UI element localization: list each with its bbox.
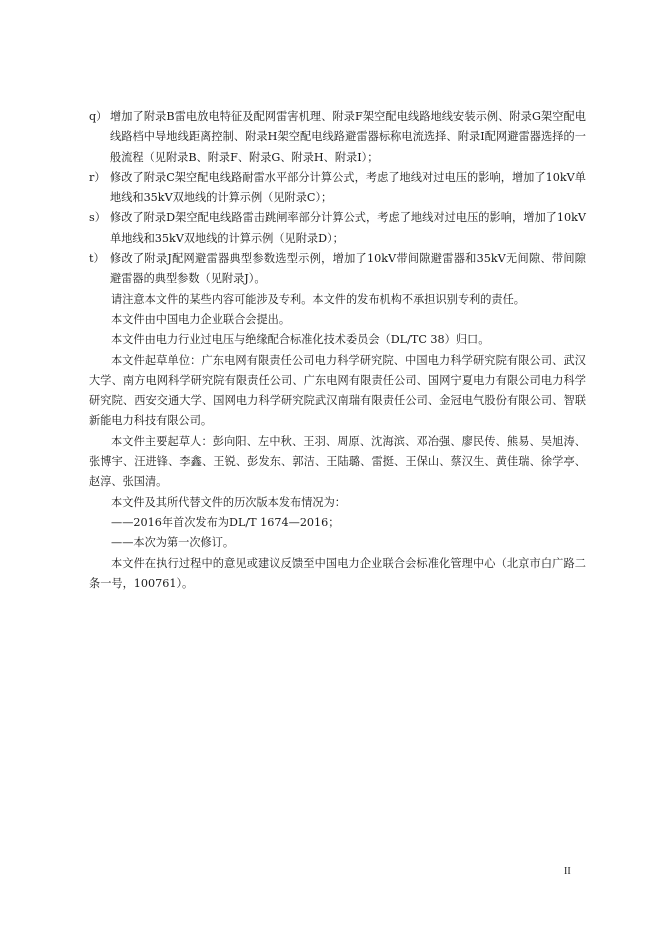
- managed-by: 本文件由电力行业过电压与绝缘配合标准化技术委员会（DL/TC 38）归口。: [111, 333, 490, 347]
- list-text: 修改了附录C架空配电线路耐雷水平部分计算公式，考虑了地线对过电压的影响，增加了10kV单地线和35kV双地线的计算示例（见附录C）；: [110, 170, 586, 205]
- list-text: 修改了附录D架空配电线路雷击跳闸率部分计算公式，考虑了地线对过电压的影响，增加了10kV单地线和35kV双地线的计算示例（见附录D）；: [110, 211, 586, 245]
- page-number: II: [564, 866, 571, 877]
- history-intro: 本文件及其所代替文件的历次版本发布情况为：: [111, 495, 346, 509]
- patent-notice: 请注意本文件的某些内容可能涉及专利。本文件的发布机构不承担识别专利的责任。: [111, 292, 525, 306]
- history-first: ——2016年首次发布为DL/T 1674—2016；: [111, 515, 340, 529]
- list-marker: q）: [89, 110, 108, 123]
- drafters: 本文件主要起草人：彭向阳、左中秋、王羽、周原、沈海滨、邓冶强、廖民传、熊易、吴旭涛、张博宇、汪进锋、李鑫、王锐、彭发东、郭洁、王陆璐、雷挺、王保山、蔡汉生、黄佳瑞、徐学亭、赵淳、张国清。: [89, 434, 586, 489]
- list-item-r: [89, 168, 586, 209]
- proposed-by: 本文件由中国电力企业联合会提出。: [111, 312, 291, 326]
- list-text: 增加了附录B雷电放电特征及配网雷害机理、附录F架空配电线路地线安装示例、附录G架空配电线路档中导地线距离控制、附录H架空配电线路避雷器标称电流选择、附录I配网避雷器选择的一般流程（见附录B、附录F、附录G、附录H、附录I）；: [110, 110, 586, 164]
- list-marker: t）: [89, 252, 105, 266]
- list-item-q: [89, 107, 586, 168]
- list-item-t: [89, 249, 586, 290]
- list-marker: r）: [89, 170, 106, 184]
- foreword-content: [89, 107, 586, 594]
- feedback-notice: 本文件在执行过程中的意见或建议反馈至中国电力企业联合会标准化管理中心（北京市白广路二条一号，100761）。: [89, 556, 586, 590]
- list-text: 修改了附录J配网避雷器典型参数选型示例，增加了10kV带间隙避雷器和35kV无间隙、带间隙避雷器的典型参数（见附录J）。: [110, 252, 586, 286]
- list-item-s: [89, 208, 586, 249]
- list-marker: s）: [89, 211, 106, 225]
- drafting-units: 本文件起草单位：广东电网有限责任公司电力科学研究院、中国电力科学研究院有限公司、武汉大学、南方电网科学研究院有限责任公司、广东电网有限责任公司、国网宁夏电力有限公司电力科学研究院、西安交通大学、国网电力科学研究院武汉南瑞有限责任公司、金冠电气股份有限公司、智联新能电力科技有限公司。: [89, 353, 586, 428]
- history-current: ——本次为第一次修订。: [111, 536, 235, 550]
